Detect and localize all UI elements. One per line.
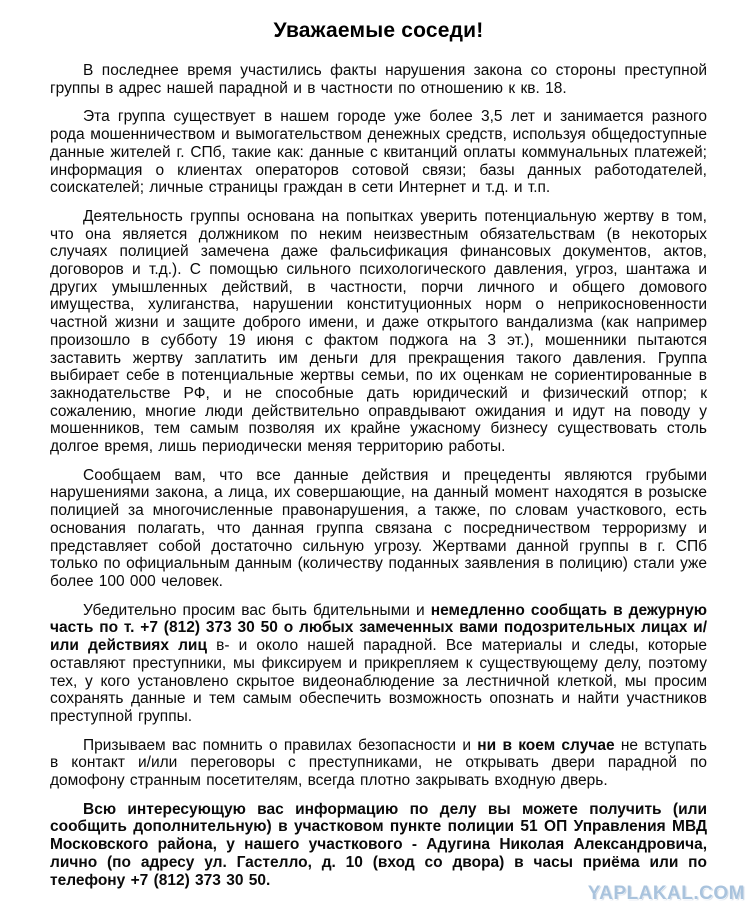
paragraph-4: [50, 467, 707, 591]
text-run: Эта группа существует в нашем городе уже более 3,5 лет и занимается разного рода мошенничеством и вымогательством денежных средств, используя общедоступные данные жителей г. СПб, такие как: данные с квитанций оплаты коммунальных платежей; информация о клиентах операторов сотовой связи; базы данных работодателей, соискателей; личные страницы граждан в сети Интернет и т.д. и т.п.: [50, 108, 707, 197]
text-run: Сообщаем вам, что все данные действия и прецеденты являются грубыми нарушениями закона, а лица, их совершающие, на данный момент находятся в розыске полицией за многочисленные правонарушения, а также, по словам участкового, есть основания полагать, что данная группа связана с посредничеством терроризму и представляет собой достаточно сильную угрозу. Жертвами данной группы в г. СПб только по официальным данным (количеству поданных заявления в полицию) стали уже более 100 000 человек.: [50, 466, 707, 590]
paragraph-5: [50, 602, 707, 726]
text-run: в- и около нашей парадной. Все материалы и следы, которые оставляют преступники, мы фиксируем и прикрепляем к существующему делу, поэтому тех, у кого установлено скрытое видеонаблюдение за лестничной клеткой, мы просим сохранять данные и тем самым обеспечить возможность опознать и найти участников преступной группы.: [50, 637, 707, 725]
paragraph-6: [50, 737, 707, 790]
text-run: не вступать в контакт и/или переговоры с преступниками, не открывать двери парадной по домофону странным посетителям, всегда плотно закрывать входную дверь.: [50, 736, 707, 790]
text-run: В последнее время участились факты нарушения закона со стороны преступной группы в адрес нашей парадной и в частности по отношению к кв. 18.: [50, 62, 707, 97]
document-body: [50, 62, 707, 889]
bold-text-run: ни в коем случае: [477, 736, 615, 754]
paragraph-7: [50, 801, 707, 890]
text-run: Деятельность группы основана на попытках уверить потенциальную жертву в том, что она является должником по неким неизвестным обязательствам (в некоторых случаях полицией замечена даже фальсификация финансовых документов, актов, договоров и т.д.). С помощью сильного психологического давления, угроз, шантажа и других умышленных действий, в частности, порчи личного и общего домового имущества, хулиганства, нарушении конституционных норм о неприкосновенности частной жизни и защите доброго имени, и даже открытого вандализма (как например произошло в субботу 19 июня с фактом поджога на 3 эт.), мошенники пытаются заставить жертву заплатить им деньги для прекращения такого давления. Группа выбирает себе в потенциальные жертвы семьи, по их оценкам не сориентированные в закнодательстве РФ, и не способные дать юридический и физический отпор; к сожалению, многие люди действительно оправдывают ожидания и идут на поводу у мошенников, тем самым позволяя их крайне ужасному бизнесу существовать столь долгое время, лишь периодически меняя территорию работы.: [50, 207, 707, 456]
paragraph-2: [50, 108, 707, 197]
text-run: Призываем вас помнить о правилах безопасности и: [83, 736, 478, 754]
bold-text-run: немедленно сообщать в дежурную часть по т. +7 (812) 373 30 50 о любых замеченных вами подозрительных лицах и/или действиях лиц: [50, 601, 707, 655]
text-run: Убедительно просим вас быть бдительными и: [83, 601, 431, 619]
bold-text-run: Всю интересующую вас информацию по делу вы можете получить (или сообщить дополнительную) в участковом пункте полиции 51 ОП Управления МВД Московского района, у нашего участкового - Адугина Николая Александровича, лично (по адресу ул. Гастелло, д. 10 (вход со двора) в часы приёма или по телефону +7 (812) 373 30 50.: [50, 800, 707, 889]
paragraph-1: [50, 62, 707, 97]
document-title: Уважаемые соседи!: [273, 19, 484, 42]
yaplakal-watermark: YAPLAKAL.COM: [587, 883, 745, 904]
paragraph-3: [50, 208, 707, 456]
